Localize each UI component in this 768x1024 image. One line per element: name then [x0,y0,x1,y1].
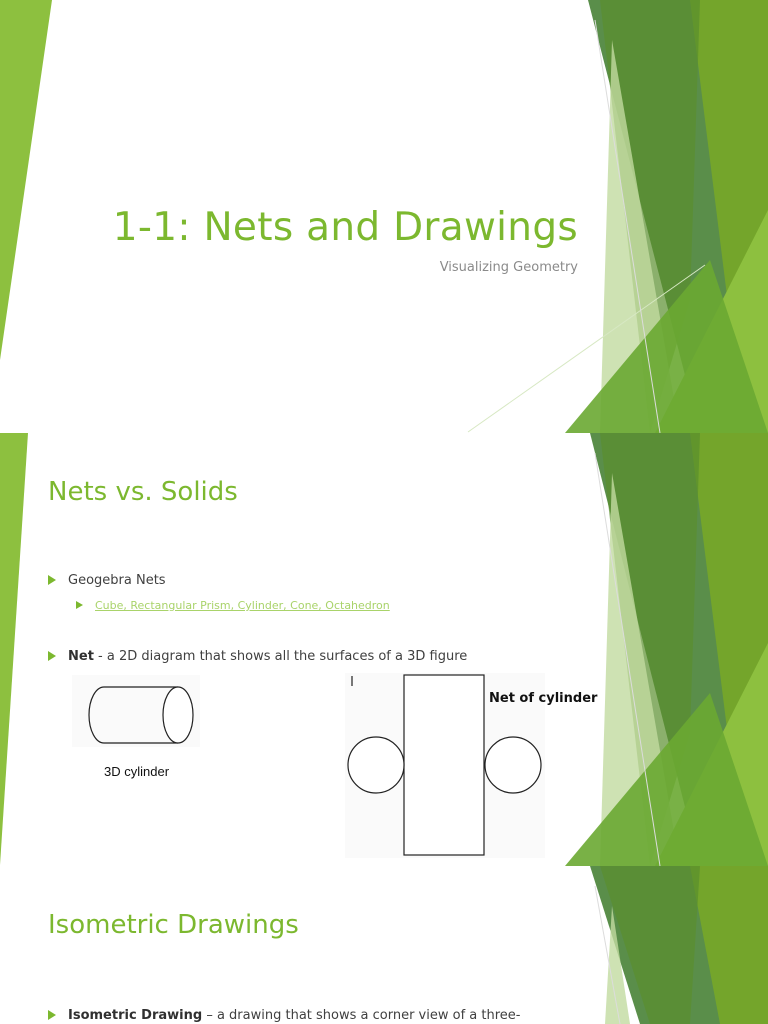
isometric-drawings-slide [0,866,768,1024]
figure-caption: Net of cylinder [489,691,598,706]
page-title: 1-1: Nets and Drawings [112,205,578,250]
bullet-text: – a drawing that shows a corner view of a three- [202,1008,521,1023]
bullet-arrow-icon [48,575,56,585]
page-subtitle: Visualizing Geometry [439,260,578,275]
slide-heading: Isometric Drawings [48,910,299,940]
left-accent-shape [0,433,28,865]
nets-vs-solids-slide [0,433,768,866]
bullet-term: Net [68,649,94,664]
cylinder-3d-figure [72,675,200,747]
list-item [48,573,166,588]
geogebra-nets-link[interactable]: Cube, Rectangular Prism, Cylinder, Cone, Octahedron [95,599,390,612]
bullet-text: Geogebra Nets [68,573,166,588]
bullet-term: Isometric Drawing [68,1008,203,1023]
figure-caption: 3D cylinder [104,764,170,779]
bullet-arrow-icon [76,601,83,609]
bullet-arrow-icon [48,1010,56,1020]
bullet-arrow-icon [48,651,56,661]
slide3-decoration [0,866,768,1024]
left-accent-shape [0,0,52,360]
slide-heading: Nets vs. Solids [48,477,238,507]
list-item [76,599,390,612]
title-slide [0,0,768,433]
list-item [48,649,467,664]
list-item [48,1008,520,1023]
bullet-text: - a 2D diagram that shows all the surfaces of a 3D figure [93,649,468,664]
